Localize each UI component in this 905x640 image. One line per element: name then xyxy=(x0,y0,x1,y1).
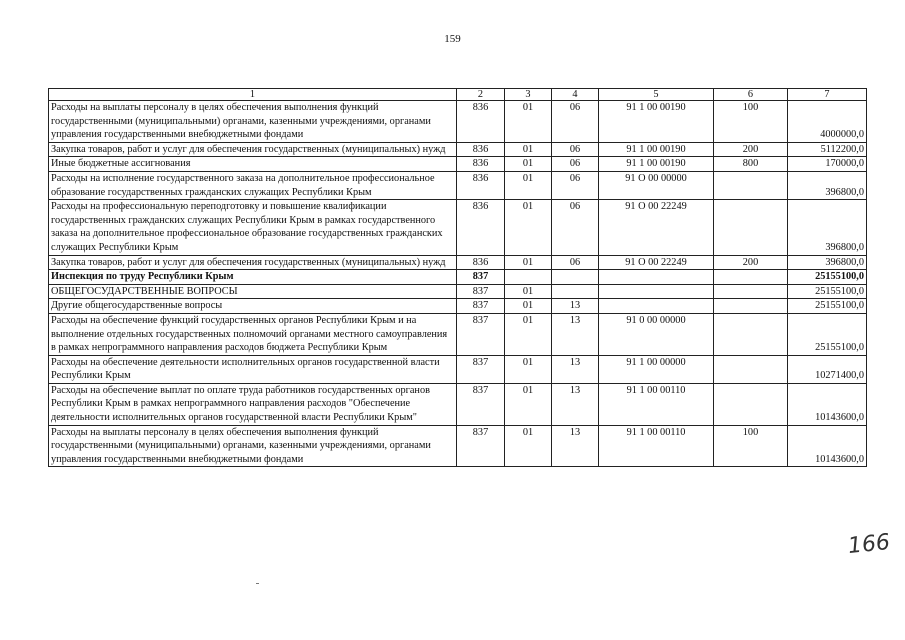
row-code: 837 xyxy=(457,270,505,285)
row-name: Расходы на выплаты персоналу в целях обеспечения выполнения функций государственными (муниципальными) органами, казенными учреждениями, органами управления государственными внебюджетными фондами xyxy=(49,101,457,143)
row-amount: 396800,0 xyxy=(788,171,867,199)
table-row xyxy=(49,383,867,425)
row-subsection: 06 xyxy=(552,171,599,199)
row-subsection: 13 xyxy=(552,355,599,383)
row-target: 91 О 00 22249 xyxy=(599,200,714,255)
column-header: 6 xyxy=(714,89,788,101)
column-number-row xyxy=(49,89,867,101)
row-target: 91 1 00 00190 xyxy=(599,142,714,157)
row-name: Расходы на исполнение государственного заказа на дополнительное профессиональное образование государственных гражданских служащих Республики Крым xyxy=(49,171,457,199)
column-header: 4 xyxy=(552,89,599,101)
row-name: Расходы на выплаты персоналу в целях обеспечения выполнения функций государственными (муниципальными) органами, казенными учреждениями, органами управления государственными внебюджетными фондами xyxy=(49,425,457,467)
table-row xyxy=(49,425,867,467)
row-code: 837 xyxy=(457,383,505,425)
table-row xyxy=(49,270,867,285)
table-row xyxy=(49,355,867,383)
row-amount: 396800,0 xyxy=(788,255,867,270)
row-type: 800 xyxy=(714,157,788,172)
row-amount: 25155100,0 xyxy=(788,313,867,355)
row-target: 91 1 00 00190 xyxy=(599,101,714,143)
row-code: 836 xyxy=(457,171,505,199)
row-subsection: 13 xyxy=(552,425,599,467)
row-target xyxy=(599,284,714,299)
row-type: 200 xyxy=(714,255,788,270)
row-type xyxy=(714,270,788,285)
row-code: 837 xyxy=(457,355,505,383)
column-header: 3 xyxy=(505,89,552,101)
row-code: 836 xyxy=(457,101,505,143)
table-row xyxy=(49,299,867,314)
row-type xyxy=(714,200,788,255)
row-section: 01 xyxy=(505,383,552,425)
row-section: 01 xyxy=(505,157,552,172)
row-name: Инспекция по труду Республики Крым xyxy=(49,270,457,285)
row-name: Иные бюджетные ассигнования xyxy=(49,157,457,172)
row-subsection: 06 xyxy=(552,142,599,157)
row-amount: 25155100,0 xyxy=(788,284,867,299)
row-subsection: 06 xyxy=(552,255,599,270)
row-code: 836 xyxy=(457,157,505,172)
row-target: 91 1 00 00190 xyxy=(599,157,714,172)
row-section xyxy=(505,270,552,285)
row-section: 01 xyxy=(505,255,552,270)
row-target xyxy=(599,270,714,285)
row-section: 01 xyxy=(505,313,552,355)
row-code: 837 xyxy=(457,284,505,299)
row-subsection: 06 xyxy=(552,200,599,255)
row-target: 91 1 00 00110 xyxy=(599,425,714,467)
row-name: Закупка товаров, работ и услуг для обеспечения государственных (муниципальных) нужд xyxy=(49,142,457,157)
row-type: 100 xyxy=(714,425,788,467)
row-amount: 5112200,0 xyxy=(788,142,867,157)
row-name: ОБЩЕГОСУДАРСТВЕННЫЕ ВОПРОСЫ xyxy=(49,284,457,299)
column-header: 2 xyxy=(457,89,505,101)
row-type: 100 xyxy=(714,101,788,143)
row-section: 01 xyxy=(505,425,552,467)
page-number: 159 xyxy=(444,33,461,45)
table-row xyxy=(49,142,867,157)
row-subsection: 06 xyxy=(552,101,599,143)
row-type xyxy=(714,383,788,425)
row-amount: 25155100,0 xyxy=(788,270,867,285)
table-row xyxy=(49,284,867,299)
row-section: 01 xyxy=(505,101,552,143)
row-subsection: 13 xyxy=(552,313,599,355)
column-header: 1 xyxy=(49,89,457,101)
table-row xyxy=(49,255,867,270)
row-name: Расходы на обеспечение деятельности исполнительных органов государственной власти Республики Крым xyxy=(49,355,457,383)
row-section: 01 xyxy=(505,284,552,299)
table-row xyxy=(49,313,867,355)
row-amount: 4000000,0 xyxy=(788,101,867,143)
row-code: 836 xyxy=(457,142,505,157)
row-section: 01 xyxy=(505,142,552,157)
row-amount: 170000,0 xyxy=(788,157,867,172)
row-target: 91 0 00 00000 xyxy=(599,313,714,355)
row-name: Расходы на обеспечение функций государственных органов Республики Крым и на выполнение отдельных государственных полномочий органами местного самоуправления в рамках непрограммного направления расходов бюджета Республики Крым xyxy=(49,313,457,355)
row-target: 91 1 00 00110 xyxy=(599,383,714,425)
column-header: 5 xyxy=(599,89,714,101)
row-code: 837 xyxy=(457,425,505,467)
row-name: Закупка товаров, работ и услуг для обеспечения государственных (муниципальных) нужд xyxy=(49,255,457,270)
row-type xyxy=(714,171,788,199)
budget-table xyxy=(48,88,867,467)
row-section: 01 xyxy=(505,171,552,199)
row-amount: 10143600,0 xyxy=(788,425,867,467)
scan-mark xyxy=(256,583,259,584)
row-amount: 10143600,0 xyxy=(788,383,867,425)
row-subsection: 06 xyxy=(552,157,599,172)
row-code: 837 xyxy=(457,299,505,314)
table-row xyxy=(49,157,867,172)
table-row xyxy=(49,200,867,255)
row-amount: 10271400,0 xyxy=(788,355,867,383)
row-target: 91 1 00 00000 xyxy=(599,355,714,383)
row-type xyxy=(714,284,788,299)
row-target xyxy=(599,299,714,314)
row-type xyxy=(714,313,788,355)
row-name: Расходы на обеспечение выплат по оплате труда работников государственных органов Республики Крым в рамках непрограммного направления расходов "Обеспечение деятельности исполнительных органов государственной власти Республики Крым" xyxy=(49,383,457,425)
table-row xyxy=(49,101,867,143)
row-code: 836 xyxy=(457,200,505,255)
row-type xyxy=(714,355,788,383)
row-section: 01 xyxy=(505,200,552,255)
table-row xyxy=(49,171,867,199)
handwritten-note: 166 xyxy=(846,529,892,560)
row-code: 837 xyxy=(457,313,505,355)
row-target: 91 О 00 00000 xyxy=(599,171,714,199)
row-name: Расходы на профессиональную переподготовку и повышение квалификации государственных гражданских служащих Республики Крым в рамках государственного заказа на дополнительное профессиональное образование государственных гражданских служащих Республики Крым xyxy=(49,200,457,255)
row-subsection xyxy=(552,284,599,299)
row-code: 836 xyxy=(457,255,505,270)
row-amount: 396800,0 xyxy=(788,200,867,255)
row-type: 200 xyxy=(714,142,788,157)
row-type xyxy=(714,299,788,314)
row-section: 01 xyxy=(505,355,552,383)
row-section: 01 xyxy=(505,299,552,314)
row-amount: 25155100,0 xyxy=(788,299,867,314)
row-name: Другие общегосударственные вопросы xyxy=(49,299,457,314)
row-subsection: 13 xyxy=(552,299,599,314)
column-header: 7 xyxy=(788,89,867,101)
row-target: 91 О 00 22249 xyxy=(599,255,714,270)
row-subsection: 13 xyxy=(552,383,599,425)
row-subsection xyxy=(552,270,599,285)
